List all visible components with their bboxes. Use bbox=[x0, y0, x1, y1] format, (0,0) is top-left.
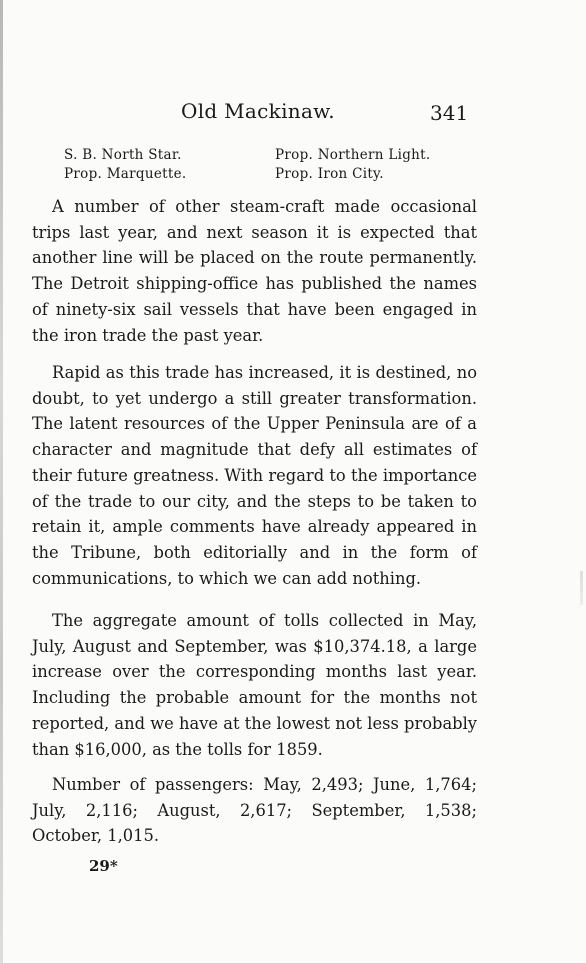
body-paragraph: Rapid as this trade has increased, it is destined, no doubt, to yet undergo a still greater transformation. The latent resources of the Upper Peninsula are of a character and magnitude that defy all estimates of their future greatness. With regard to the importance of the trade to our city, and the steps to be taken to retain it, ample comments have already appeared in the Tribune, both editorially and in the form of communications, to which we can add nothing. bbox=[32, 363, 477, 588]
signature-mark: 29* bbox=[89, 857, 118, 875]
page-header bbox=[0, 99, 586, 129]
page-number: 341 bbox=[430, 101, 469, 125]
vessel-entry: Prop. Northern Light. bbox=[275, 147, 431, 163]
running-title: Old Mackinaw. bbox=[181, 99, 335, 123]
vessel-entry: Prop. Iron City. bbox=[275, 166, 384, 182]
body-paragraph: Number of passengers: May, 2,493; June, 1,764; July, 2,116; August, 2,617; September, 1,538; October, 1,015. bbox=[32, 775, 477, 846]
margin-smudge bbox=[580, 571, 583, 605]
vessel-entry: Prop. Marquette. bbox=[64, 166, 187, 182]
page-binding-edge bbox=[0, 0, 3, 963]
vessel-entry: S. B. North Star. bbox=[64, 147, 182, 163]
body-paragraph: The aggregate amount of tolls collected in May, July, August and September, was $10,374.18, a large increase over the corresponding months last year. Including the probable amount for the months not reported, and we have at the lowest not less probably than $16,000, as the tolls for 1859. bbox=[32, 611, 477, 759]
body-paragraph: A number of other steam-craft made occasional trips last year, and next season it is expected that another line will be placed on the route permanently. The Detroit shipping-office has published the names of ninety-six sail vessels that have been engaged in the iron trade the past year. bbox=[32, 197, 477, 345]
